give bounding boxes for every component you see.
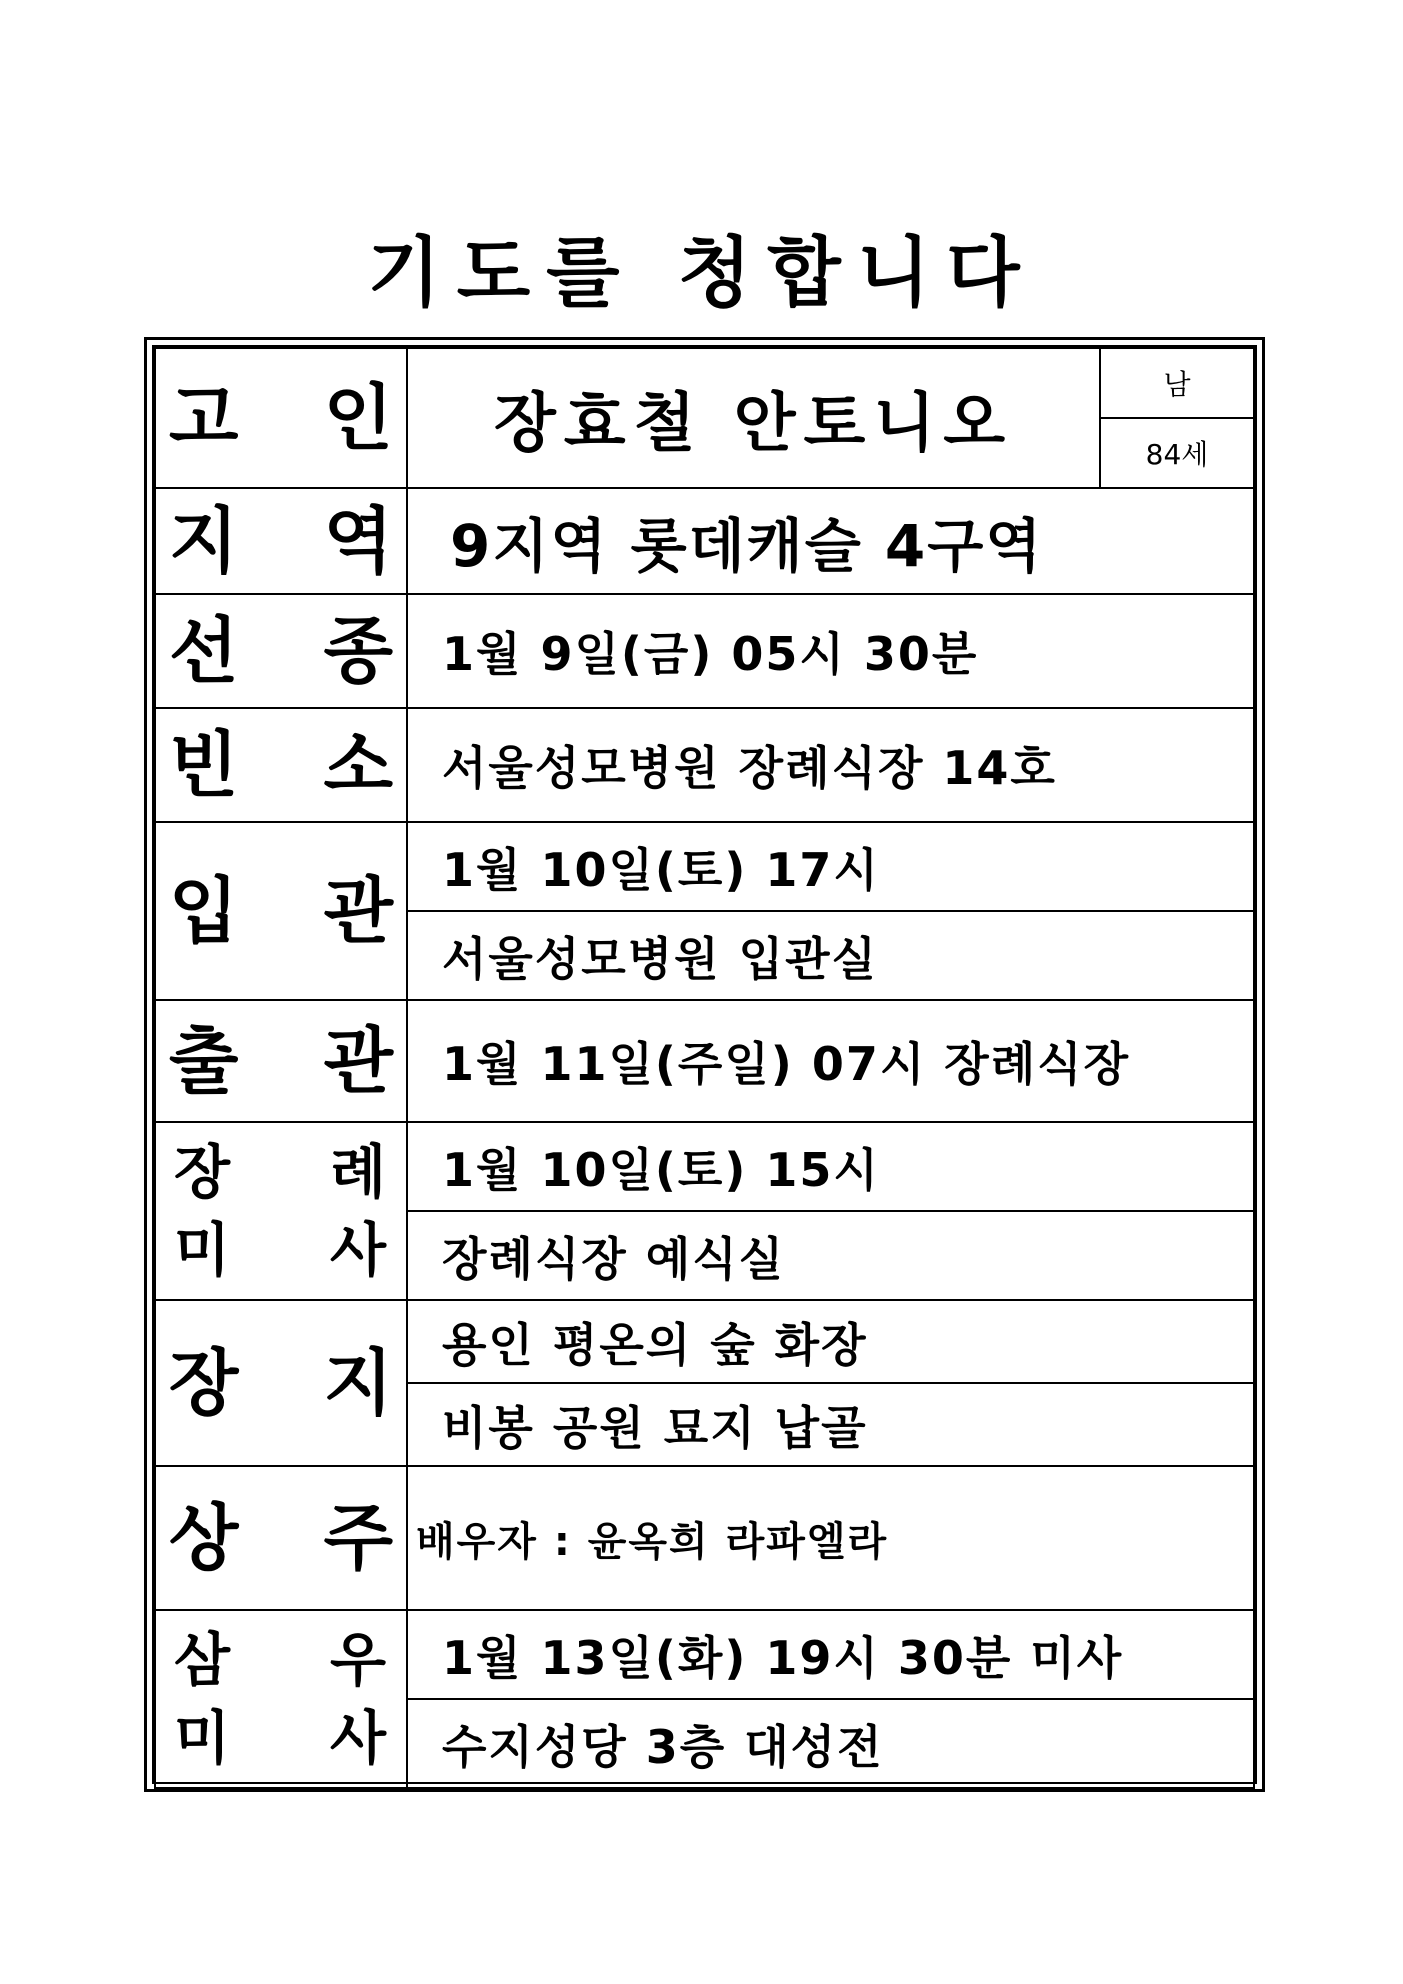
memorial-mass-line1: 1월 13일(화) 19시 30분 미사 xyxy=(442,1630,1124,1685)
label-memorial-mass xyxy=(155,1610,407,1788)
burial-cell xyxy=(407,1300,1254,1466)
mortuary-value: 서울성모병원 장례식장 14호 xyxy=(407,708,1254,822)
page-title: 기도를 청합니다 xyxy=(367,228,1036,317)
label-funeral-mass-1a: 장 xyxy=(174,1138,231,1206)
memorial-mass-cell xyxy=(407,1610,1254,1788)
label-region: 지 역 xyxy=(155,488,407,594)
label-memorial-mass-2b: 사 xyxy=(329,1704,386,1772)
burial-line1: 용인 평온의 숲 화장 xyxy=(442,1317,868,1372)
funeral-mass-line1: 1월 10일(토) 15시 xyxy=(442,1142,880,1197)
label-funeral-mass-1b: 례 xyxy=(329,1138,386,1206)
label-mourner: 상 주 xyxy=(155,1466,407,1610)
label-funeral-mass xyxy=(155,1122,407,1300)
coffin-line1: 1월 10일(토) 17시 xyxy=(442,842,880,897)
row-death xyxy=(155,594,1254,708)
row-coffin xyxy=(155,822,1254,1000)
row-funeral-mass xyxy=(155,1122,1254,1300)
deceased-name: 장효철 안토니오 xyxy=(407,348,1100,488)
row-mourner xyxy=(155,1466,1254,1610)
funeral-mass-line2: 장례식장 예식실 xyxy=(408,1210,1253,1299)
label-deceased: 고 인 xyxy=(155,348,407,488)
coffin-cell xyxy=(407,822,1254,1000)
obituary-table-inner-frame xyxy=(152,345,1257,1784)
row-burial xyxy=(155,1300,1254,1466)
deceased-gender: 남 xyxy=(1163,368,1191,401)
memorial-mass-line2: 수지성당 3층 대성전 xyxy=(408,1698,1253,1787)
gender-age-cell xyxy=(1100,348,1254,488)
death-value: 1월 9일(금) 05시 30분 xyxy=(407,594,1254,708)
funeral-mass-cell xyxy=(407,1122,1254,1300)
obituary-table-frame xyxy=(144,337,1265,1792)
region-value: 9지역 롯데캐슬 4구역 xyxy=(407,488,1254,594)
obituary-table xyxy=(154,347,1255,1789)
row-memorial-mass xyxy=(155,1610,1254,1788)
row-deceased xyxy=(155,348,1254,488)
row-region xyxy=(155,488,1254,594)
label-death: 선 종 xyxy=(155,594,407,708)
label-mortuary: 빈 소 xyxy=(155,708,407,822)
burial-line2: 비봉 공원 묘지 납골 xyxy=(408,1382,1253,1465)
label-departure: 출 관 xyxy=(155,1000,407,1122)
coffin-line2: 서울성모병원 입관실 xyxy=(408,910,1253,999)
label-burial: 장 지 xyxy=(155,1300,407,1466)
label-memorial-mass-2a: 미 xyxy=(174,1704,231,1772)
departure-value: 1월 11일(주일) 07시 장례식장 xyxy=(407,1000,1254,1122)
label-funeral-mass-2b: 사 xyxy=(329,1216,386,1284)
row-mortuary xyxy=(155,708,1254,822)
label-memorial-mass-1a: 삼 xyxy=(174,1626,231,1694)
label-funeral-mass-2a: 미 xyxy=(174,1216,231,1284)
row-departure xyxy=(155,1000,1254,1122)
mourner-value: 배우자 : 윤옥희 라파엘라 xyxy=(407,1466,1254,1610)
deceased-age: 84세 xyxy=(1101,417,1253,487)
label-memorial-mass-1b: 우 xyxy=(329,1626,386,1694)
label-coffin: 입 관 xyxy=(155,822,407,1000)
